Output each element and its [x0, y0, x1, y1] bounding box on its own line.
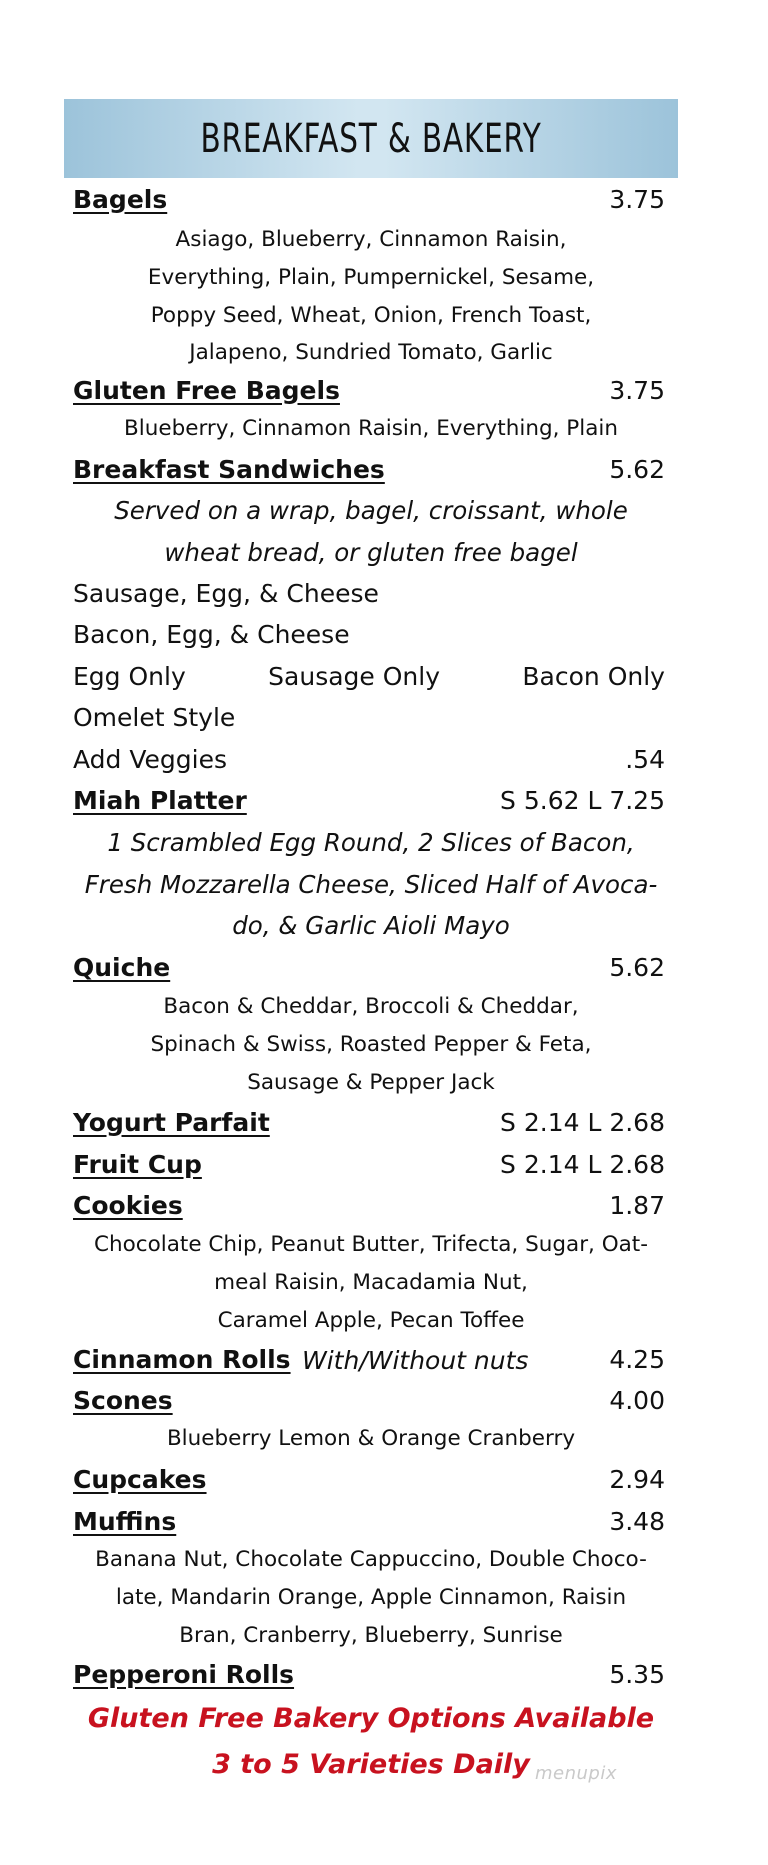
description-line: Blueberry, Cinnamon Raisin, Everything, Plain [124, 416, 618, 441]
item-name: Scones [73, 1385, 173, 1415]
item-price: 3.75 [609, 184, 665, 214]
menu-item-fruit-cup [73, 1144, 665, 1184]
menu-item-quiche [73, 947, 665, 987]
description-line: Everything, Plain, Pumpernickel, Sesame, [147, 264, 595, 290]
description-line: meal Raisin, Macadamia Nut, [214, 1269, 528, 1295]
item-price: 5.35 [609, 1659, 665, 1689]
footer-line: Gluten Free Bakery Options Available [87, 1703, 655, 1734]
add-veggies-line [73, 739, 665, 779]
item-name: Cupcakes [73, 1464, 207, 1494]
item-price: .54 [625, 744, 665, 774]
option-line [73, 573, 665, 613]
item-price: 4.25 [609, 1344, 665, 1374]
menu-item-gluten-free-bagels [73, 370, 665, 410]
item-price: 1.87 [609, 1190, 665, 1220]
description-line: Caramel Apple, Pecan Toffee [217, 1307, 525, 1333]
item-price: S 5.62 L 7.25 [500, 785, 665, 815]
option-line [73, 656, 665, 696]
item-description [64, 221, 678, 372]
item-name: Miah Platter [73, 785, 247, 815]
description-line: Chocolate Chip, Peanut Butter, Trifecta, Sugar, Oat- [94, 1232, 648, 1257]
item-price: 3.48 [609, 1506, 665, 1536]
item-name: Bagels [73, 184, 168, 214]
menu-item-scones [73, 1380, 665, 1420]
page-title: BREAKFAST & BAKERY [200, 115, 542, 162]
item-description [64, 490, 678, 573]
item-price: 5.62 [609, 952, 665, 982]
item-description [64, 410, 678, 448]
description-line: Fresh Mozzarella Cheese, Sliced Half of Avoca- [84, 869, 658, 899]
item-description [64, 988, 678, 1101]
description-line: Asiago, Blueberry, Cinnamon Raisin, [175, 227, 567, 252]
item-description [64, 1226, 678, 1339]
item-description [64, 822, 678, 947]
item-description [64, 1420, 678, 1458]
item-name: Breakfast Sandwiches [73, 454, 385, 484]
description-line: Spinach & Swiss, Roasted Pepper & Feta, [150, 1031, 592, 1057]
description-line: Bacon & Cheddar, Broccoli & Cheddar, [163, 994, 579, 1019]
item-name: Fruit Cup [73, 1149, 202, 1179]
menu-item-breakfast-sandwiches [73, 449, 665, 489]
option-label: Egg Only [73, 661, 186, 691]
menu-item-yogurt-parfait [73, 1102, 665, 1142]
item-price: 2.94 [609, 1464, 665, 1494]
option-label: Omelet Style [73, 702, 236, 732]
description-line: do, & Garlic Aioli Mayo [232, 911, 510, 940]
option-label: Sausage, Egg, & Cheese [73, 578, 379, 608]
item-price: S 2.14 L 2.68 [500, 1107, 665, 1137]
description-line: late, Mandarin Orange, Apple Cinnamon, Raisin [115, 1584, 627, 1610]
description-line: Served on a wrap, bagel, croissant, whole [114, 496, 628, 525]
item-price: 4.00 [609, 1385, 665, 1415]
menu-item-cupcakes [73, 1459, 665, 1499]
item-price: 5.62 [609, 454, 665, 484]
option-label: Add Veggies [73, 744, 227, 774]
item-name: Yogurt Parfait [73, 1107, 270, 1137]
description-line: Poppy Seed, Wheat, Onion, French Toast, [150, 302, 592, 328]
item-name: Gluten Free Bagels [73, 375, 340, 405]
menu-item-bagels [73, 179, 665, 219]
menu-item-pepperoni-rolls [73, 1654, 665, 1694]
menu-item-muffins [73, 1501, 665, 1541]
menu-item-miah-platter [73, 780, 665, 820]
menu-item-cookies [73, 1185, 665, 1225]
description-line: Jalapeno, Sundried Tomato, Garlic [189, 340, 553, 366]
option-label: Bacon, Egg, & Cheese [73, 619, 350, 649]
description-line: Blueberry Lemon & Orange Cranberry [166, 1426, 576, 1451]
item-price: S 2.14 L 2.68 [500, 1149, 665, 1179]
footer-line: 3 to 5 Varieties Daily [212, 1749, 530, 1780]
item-name: Cookies [73, 1190, 183, 1220]
description-line: Bran, Cranberry, Blueberry, Sunrise [179, 1622, 563, 1648]
option-label: Sausage Only [268, 661, 440, 691]
description-line: Banana Nut, Chocolate Cappuccino, Double Choco- [95, 1547, 647, 1572]
item-description [64, 1541, 678, 1654]
section-header [64, 99, 678, 178]
description-line: Sausage & Pepper Jack [247, 1069, 495, 1095]
item-note: With/Without nuts [302, 1346, 529, 1375]
item-name: Quiche [73, 952, 171, 982]
item-name: Cinnamon Rolls [73, 1344, 291, 1374]
option-label: Bacon Only [522, 661, 665, 691]
item-price: 3.75 [609, 375, 665, 405]
description-line: wheat bread, or gluten free bagel [164, 537, 578, 567]
option-line [73, 697, 665, 737]
item-name: Muffins [73, 1506, 177, 1536]
item-name: Pepperoni Rolls [73, 1659, 295, 1689]
description-line: 1 Scrambled Egg Round, 2 Slices of Bacon, [107, 828, 635, 857]
option-line [73, 614, 665, 654]
watermark: menupix [535, 1763, 618, 1784]
